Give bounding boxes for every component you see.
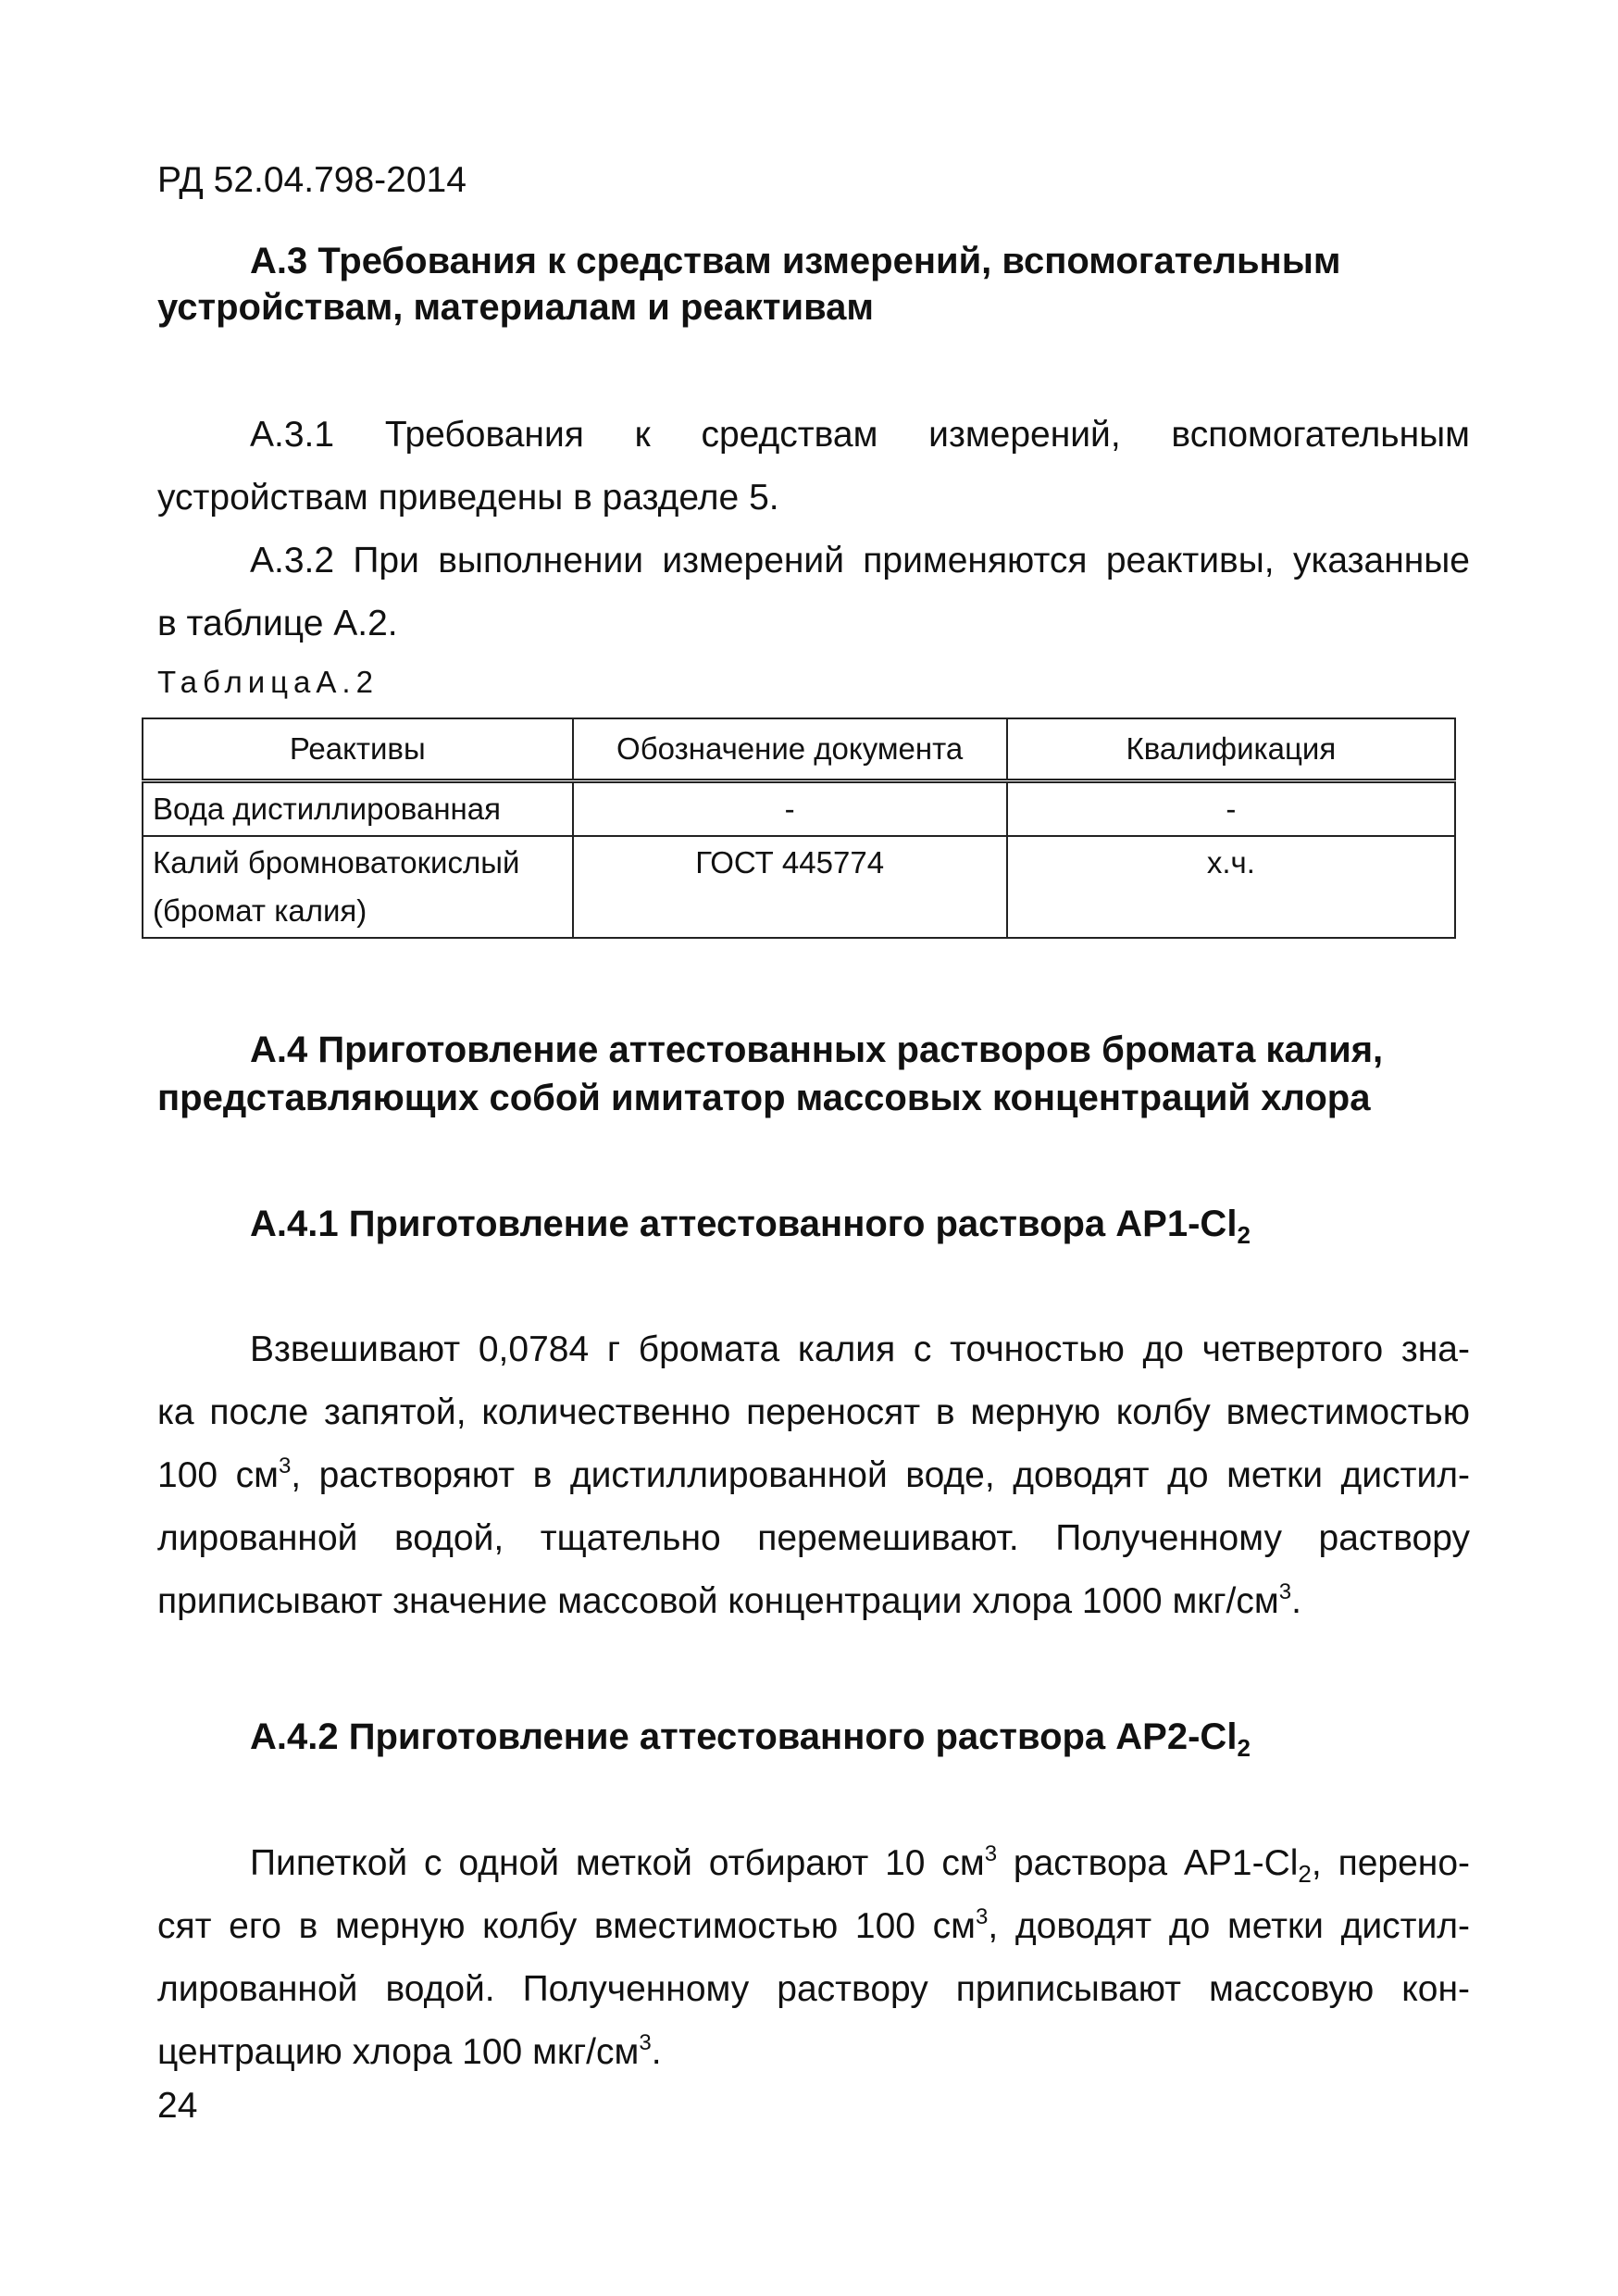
a41-line3-part2: , растворяют в дистиллированной воде, доводят до метки дистил- [291, 1455, 1470, 1495]
a41-line3-part1: 100 см [157, 1455, 279, 1495]
section-a42-title [250, 1715, 1251, 1762]
section-a41-title [250, 1202, 1251, 1249]
a42-line2-sup: 3 [976, 1904, 989, 1929]
table-header-row [143, 718, 1455, 781]
table-cell-document: - [573, 781, 1007, 837]
a41-line2: ка после запятой, количественно переносят в мерную колбу вместимостью [157, 1392, 1470, 1432]
section-a3-title-line1: А.3 Требования к средствам измерений, вспомогательным [250, 241, 1341, 281]
paragraph-a31-line2: устройствам приведены в разделе 5. [157, 478, 779, 518]
reagent-name: Вода дистиллированная [153, 792, 501, 826]
a42-line1-sub: 2 [1298, 1860, 1312, 1888]
a41-line5-sup: 3 [1278, 1579, 1292, 1604]
section-a41-title-subscript: 2 [1237, 1221, 1251, 1249]
table-header-reagents: Реактивы [143, 718, 573, 781]
section-a41-title-text: А.4.1 Приготовление аттестованного раствора АР1-Cl [250, 1204, 1238, 1244]
paragraph-a32-line2: в таблице А.2. [157, 604, 398, 643]
a42-line4-part1: центрацию хлора 100 мкг/см [157, 2032, 640, 2072]
paragraph-a31-line1: А.3.1 Требования к средствам измерений, вспомогательным [250, 415, 1470, 455]
document-code: РД 52.04.798-2014 [157, 160, 467, 200]
a41-line5 [157, 1578, 1301, 1625]
a42-line1-part1: Пипеткой с одной меткой отбирают 10 см [250, 1843, 985, 1883]
a42-line2-part2: , доводят до метки дистил- [988, 1906, 1470, 1946]
table-cell-reagent [143, 836, 573, 938]
a42-line4-part2: . [651, 2032, 662, 2072]
section-a42-title-text: А.4.2 Приготовление аттестованного раствора АР2-Cl [250, 1716, 1238, 1757]
a42-line4 [157, 2029, 662, 2076]
a41-line4: лированной водой, тщательно перемешивают. Полученному раствору [157, 1518, 1470, 1558]
table-cell-qualification: х.ч. [1007, 836, 1455, 938]
reagent-name: Калий бромноватокислый [153, 845, 520, 880]
table-cell-qualification: - [1007, 781, 1455, 837]
a41-line5-part2: . [1291, 1581, 1301, 1621]
a42-line1-part3: , перено- [1311, 1843, 1470, 1883]
table-cell-document: ГОСТ 445774 [573, 836, 1007, 938]
table-row [143, 836, 1455, 938]
page-number: 24 [157, 2086, 198, 2126]
a41-line1: Взвешивают 0,0784 г бромата калия с точностью до четвертого зна- [250, 1329, 1470, 1369]
table-row [143, 781, 1455, 837]
section-a4-title-line2: представляющих собой имитатор массовых концентраций хлора [157, 1078, 1371, 1118]
reagent-name-alt: (бромат калия) [153, 893, 367, 928]
a41-line3 [157, 1453, 1470, 1499]
table-label: ТаблицаА.2 [157, 665, 379, 699]
table-cell-reagent [143, 781, 573, 837]
section-a4-title-line1: А.4 Приготовление аттестованных растворов бромата калия, [250, 1029, 1384, 1070]
a42-line1-sup: 3 [984, 1841, 998, 1866]
a42-line1 [250, 1841, 1470, 1887]
a41-line5-part1: приписывают значение массовой концентрации хлора 1000 мкг/см [157, 1581, 1279, 1621]
a42-line2-part1: сят его в мерную колбу вместимостью 100 см [157, 1906, 976, 1946]
table-header-document: Обозначение документа [573, 718, 1007, 781]
section-a3-title-line2: устройствам, материалам и реактивам [157, 287, 875, 328]
section-a42-title-subscript: 2 [1237, 1734, 1251, 1762]
a42-line2 [157, 1903, 1470, 1950]
a42-line1-part2: раствора АР1-Cl [997, 1843, 1299, 1883]
paragraph-a32-line1: А.3.2 При выполнении измерений применяются реактивы, указанные [250, 541, 1470, 580]
a42-line4-sup: 3 [639, 2030, 652, 2055]
a41-line3-sup: 3 [278, 1454, 292, 1479]
a42-line3: лированной водой. Полученному раствору приписывают массовую кон- [157, 1969, 1470, 2009]
table-header-qualification: Квалификация [1007, 718, 1455, 781]
reagents-table [142, 718, 1456, 939]
